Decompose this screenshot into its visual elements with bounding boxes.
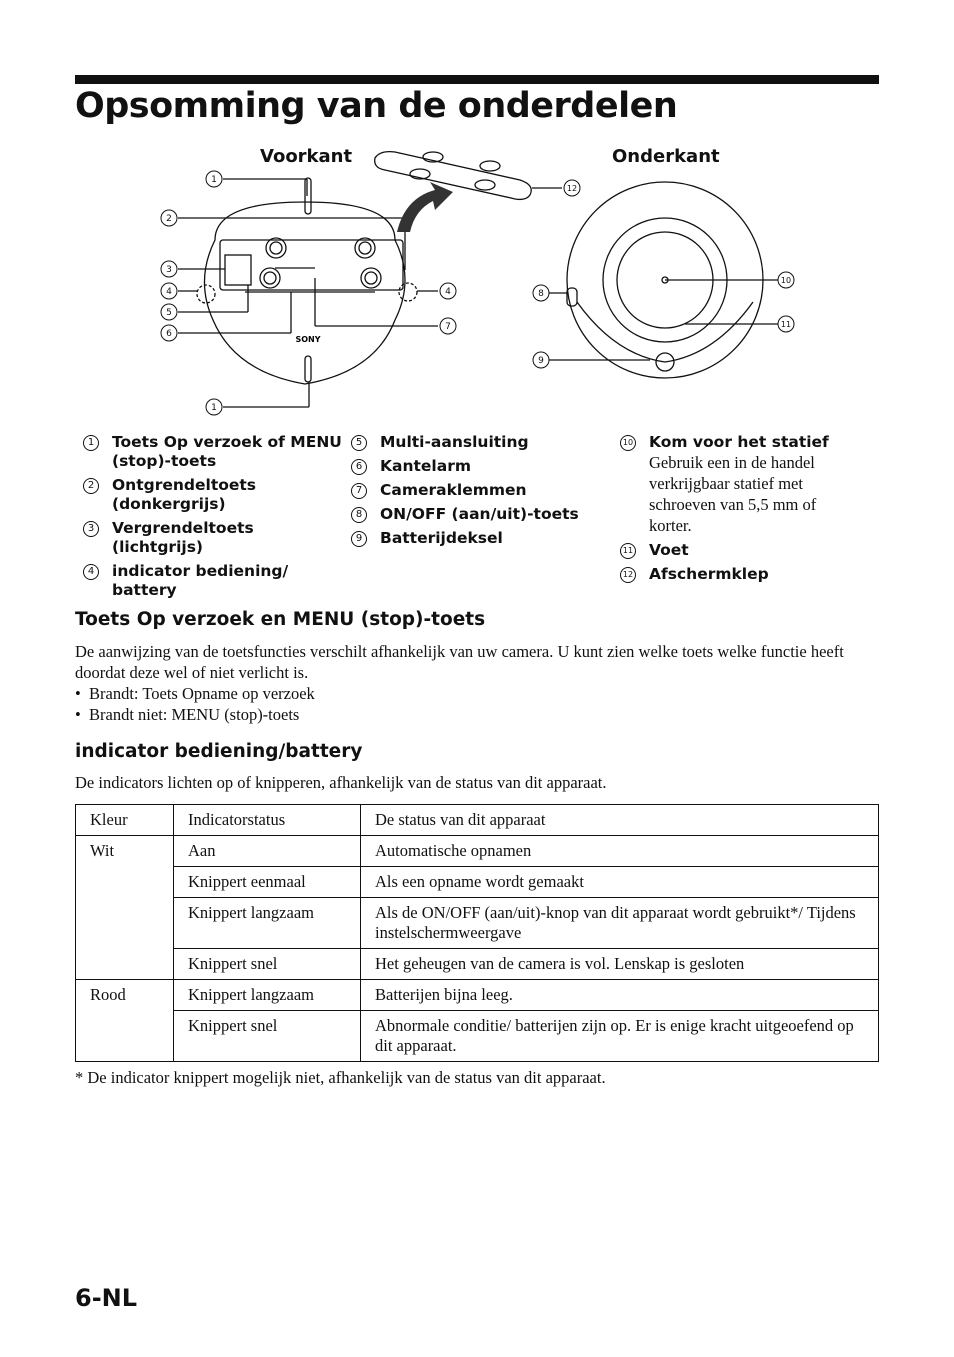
legend-column-3 <box>612 433 852 589</box>
list-item: • Brandt: Toets Opname op verzoek <box>75 683 315 704</box>
header-cell: De status van dit apparaat <box>361 805 879 836</box>
callout-1: 1 <box>211 175 217 185</box>
legend-item: 1 Toets Op verzoek of MENU (stop)-toets <box>75 433 345 471</box>
parts-figure <box>75 140 879 425</box>
callout-4b: 4 <box>445 287 451 297</box>
title-rule <box>75 75 879 84</box>
legend-item: 6 Kantelarm <box>343 457 611 476</box>
desc-cell: Automatische opnamen <box>361 836 879 867</box>
callout-8: 8 <box>538 289 544 299</box>
section-body-indicator: De indicators lichten op of knipperen, afhankelijk van de status van dit apparaat. <box>75 773 607 792</box>
status-cell: Aan <box>174 836 361 867</box>
legend-column-2 <box>343 433 611 553</box>
brand-logo: SONY <box>295 335 321 344</box>
table-row <box>76 949 879 980</box>
bullet-list <box>75 683 315 725</box>
page-number: 6-NL <box>75 1284 138 1312</box>
table-row <box>76 980 879 1011</box>
desc-cell: Abnormale conditie/ batterijen zijn op. Er is enige kracht uitgeoefend op dit apparaat. <box>361 1011 879 1062</box>
section-heading-indicator: indicator bediening/battery <box>75 741 363 762</box>
status-cell: Knippert langzaam <box>174 980 361 1011</box>
section-body-buttons: De aanwijzing van de toetsfuncties verschilt afhankelijk van uw camera. U kunt zien welke toets welke functie heeft doordat deze wel of niet verlicht is. <box>75 642 844 682</box>
callout-2: 2 <box>166 214 172 224</box>
front-body <box>204 202 405 384</box>
legend-item: 10 Kom voor het statief Gebruik een in de handel verkrijgbaar statief met schroeven van 5,5 mm of korter. <box>612 433 852 536</box>
header-cell: Kleur <box>76 805 174 836</box>
page-title: Opsomming van de onderdelen <box>75 86 678 126</box>
legend-item: 3 Vergrendeltoets (lichtgrijs) <box>75 519 345 557</box>
callout-4: 4 <box>166 287 172 297</box>
status-cell: Knippert eenmaal <box>174 867 361 898</box>
callout-3: 3 <box>166 265 172 275</box>
callout-5: 5 <box>166 308 172 318</box>
status-cell: Knippert langzaam <box>174 898 361 949</box>
callout-11: 11 <box>780 320 792 329</box>
device-illustration <box>75 140 879 425</box>
desc-cell: Batterijen bijna leeg. <box>361 980 879 1011</box>
legend-item: 9 Batterijdeksel <box>343 529 611 548</box>
legend-item: 11 Voet <box>612 541 852 560</box>
table-row <box>76 1011 879 1062</box>
legend-item: 4 indicator bediening/ battery <box>75 562 345 600</box>
legend-item: 12 Afschermklep <box>612 565 852 584</box>
footnote: * De indicator knippert mogelijk niet, afhankelijk van de status van dit apparaat. <box>75 1068 606 1087</box>
legend-item: 5 Multi-aansluiting <box>343 433 611 452</box>
callout-7: 7 <box>445 322 451 332</box>
legend-column-1 <box>75 433 345 605</box>
callout-12: 12 <box>566 184 578 193</box>
arrow-icon <box>397 182 453 232</box>
section-heading-buttons: Toets Op verzoek en MENU (stop)-toets <box>75 609 486 630</box>
front-label: Voorkant <box>260 146 353 167</box>
color-cell: Wit <box>76 836 174 980</box>
table-row <box>76 867 879 898</box>
legend-item: 8 ON/OFF (aan/uit)-toets <box>343 505 611 524</box>
legend-item: 2 Ontgrendeltoets (donkergrijs) <box>75 476 345 514</box>
color-cell: Rood <box>76 980 174 1062</box>
header-cell: Indicatorstatus <box>174 805 361 836</box>
desc-cell: Het geheugen van de camera is vol. Lenskap is gesloten <box>361 949 879 980</box>
legend-item: 7 Cameraklemmen <box>343 481 611 500</box>
status-cell: Knippert snel <box>174 1011 361 1062</box>
indicator-table <box>75 804 879 1062</box>
callout-1b: 1 <box>211 403 217 413</box>
list-item: • Brandt niet: MENU (stop)-toets <box>75 704 315 725</box>
legend-note: Gebruik een in de handel verkrijgbaar statief met schroeven van 5,5 mm of korter. <box>649 453 817 535</box>
desc-cell: Als de ON/OFF (aan/uit)-knop van dit apparaat wordt gebruikt*/ Tijdens instelschermweergave <box>361 898 879 949</box>
table-row <box>76 898 879 949</box>
bottom-label: Onderkant <box>612 146 720 167</box>
table-row <box>76 836 879 867</box>
callout-9: 9 <box>538 356 544 366</box>
callout-10: 10 <box>780 276 792 285</box>
table-header-row <box>76 805 879 836</box>
desc-cell: Als een opname wordt gemaakt <box>361 867 879 898</box>
callout-6: 6 <box>166 329 172 339</box>
lens-cover <box>375 152 532 200</box>
status-cell: Knippert snel <box>174 949 361 980</box>
